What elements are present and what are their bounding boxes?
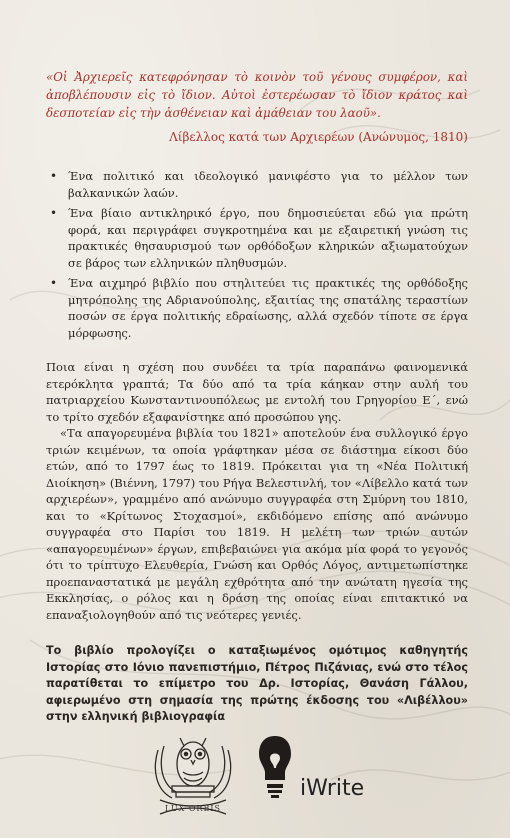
body-paragraph: Ποια είναι η σχέση που συνδέει τα τρία παραπάνω φαινομενικά ετερόκλητα γραπτά; Τα δύο από τα τρία κάηκαν στην αυλή του πατριαρχείου Κωνσταντινουπόλεως με εντολή του Γρηγορίου Ε΄, ενώ το τρίτο σχεδόν εξαφανίστηκε από προσώπου γης. xyxy=(46,360,468,424)
bullet-icon: • xyxy=(50,206,58,220)
epigraph-quote: «Οἱ Ἀρχιερεῖς κατεφρόνησαν τὸ κοινὸν τοῦ γένους συμφέρον, καὶ ἀποβλέπουσιν εἰς τὸ ἴδιον. Αὐτοὶ ἐστερέωσαν τὸ ἴδιον κράτος καὶ δεσποτείαν εἰς τὴν ἀσθένειαν καὶ ἀμάθειαν του λαοῦ». xyxy=(46,70,468,120)
head-lightbulb-icon xyxy=(258,734,292,800)
body-paragraph: «Τα απαγορευμένα βιβλία του 1821» αποτελούν ένα συλλογικό έργο τριών κειμένων, τα οποία γράφτηκαν μέσα σε διάστημα είκοσι δύο ετών, από το 1797 έως το 1819. Πρόκειται για τη «Νέα Πολιτική Διοίκηση» (Βιέννη, 1797) του Ρήγα Βελεστινλή, τον «Λίβελλο κατά των αρχιερέων», γραμμένο από ανώνυμο συγγραφέα στη Σμύρνη του 1810, και το «Κρίτωνος Στοχασμοί», εκδιδόμενο επίσης από ανώνυμο συγγραφέα στο Παρίσι του 1819. Η μελέτη των τριών αυτών «απαγορευμένων» έργων, επιβεβαιώνει για ακόμα μία φορά το γεγονός ότι το τρίπτυχο Ελευθερία, Γνώση και Ορθός Λόγος, αντιμετωπίστηκε προεπαναστατικά με μεγάλη εχθρότητα από την ανώτατη ηγεσία της Εκκλησίας, ο ρόλος και η δράση της οποίας είναι επιτακτικό να επαναξιολογηθούν από τις νεότερες γενιές. xyxy=(46,426,468,622)
epigraph-source: Λίβελλος κατά των Αρχιερέων (Ανώνυμος, 1810) xyxy=(169,130,468,144)
list-item xyxy=(46,275,468,341)
text-column xyxy=(46,68,468,726)
bullet-text: Ένα πολιτικό και ιδεολογικό μανιφέστο για το μέλλον των βαλκανικών λαών. xyxy=(68,169,468,200)
bullet-icon: • xyxy=(50,276,58,290)
publisher-logos xyxy=(0,720,510,830)
bullet-list xyxy=(46,168,468,341)
bullet-icon: • xyxy=(50,169,58,183)
list-item xyxy=(46,205,468,271)
list-item xyxy=(46,168,468,201)
bullet-text: Ένα βίαιο αντικληρικό έργο, που δημοσιεύεται εδώ για πρώτη φορά, και περιγράφει συγκροτημένα και με εξαιρετική γνώση τις πρακτικές θησαυρισμού των ορθόδοξων κληρικών αξιωματούχων σε βάρος των ελληνικών πληθυσμών. xyxy=(68,206,468,270)
lux-orbis-label: LUX ORBIS xyxy=(165,804,221,813)
iwrite-label: iWrite xyxy=(300,776,365,801)
closing-paragraph: Το βιβλίο προλογίζει ο καταξιωμένος ομότιμος καθηγητής Ιστορίας στο Ιόνιο πανεπιστήμιο, Πέτρος Πιζάνιας, ενώ στο τέλος παρατίθεται το επίμετρο του Δρ. Ιστορίας, Θανάση Γάλλου, αφιερωμένο στη σημασία της πρώτης έκδοσης του «Λιβέλλου» στην ελληνική βιβλιογραφία xyxy=(46,644,468,723)
bullet-text: Ένα αιχμηρό βιβλίο που στηλιτεύει τις πρακτικές της ορθόδοξης μητρόπολης της Αδριανούπολης, εξαιτίας της σπατάλης τεραστίων ποσών σε έργα πολιτικής εδραίωσης, αλλά σχεδόν τίποτε σε έργα μόρφωσης. xyxy=(68,276,468,340)
